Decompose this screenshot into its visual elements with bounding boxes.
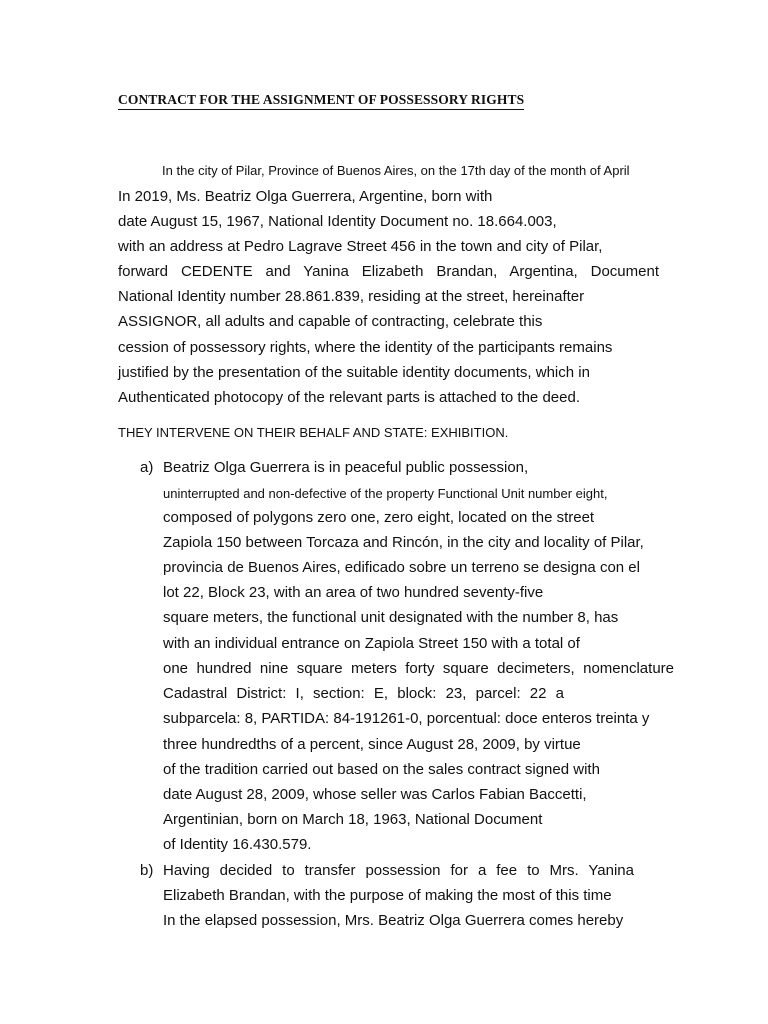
intro-line: forward CEDENTE and Yanina Elizabeth Brandan, Argentina, Document	[118, 263, 659, 280]
intro-line: In the city of Pilar, Province of Buenos Aires, on the 17th day of the month of April	[162, 163, 630, 178]
item-a-line: subparcela: 8, PARTIDA: 84-191261-0, porcentual: doce enteros treinta y	[163, 710, 650, 727]
intro-line: cession of possessory rights, where the identity of the participants remains	[118, 339, 613, 356]
item-a-line: composed of polygons zero one, zero eight, located on the street	[163, 509, 595, 526]
intro-line: with an address at Pedro Lagrave Street 456 in the town and city of Pilar,	[118, 238, 603, 255]
item-a-line: provincia de Buenos Aires, edificado sobre un terreno se designa con el	[163, 559, 640, 576]
list-marker-a: a)	[140, 459, 154, 476]
intro-line: National Identity number 28.861.839, residing at the street, hereinafter	[118, 288, 585, 305]
intro-line: justified by the presentation of the suitable identity documents, which in	[118, 364, 590, 381]
item-a-line: Cadastral District: I, section: E, block: 23, parcel: 22 a	[163, 685, 564, 702]
item-a-line: Zapiola 150 between Torcaza and Rincón, in the city and locality of Pilar,	[163, 534, 644, 551]
item-a-line: of Identity 16.430.579.	[163, 836, 312, 853]
document-title: CONTRACT FOR THE ASSIGNMENT OF POSSESSORY RIGHTS	[118, 92, 524, 110]
item-a-line: of the tradition carried out based on the sales contract signed with	[163, 761, 600, 778]
item-b-line: Having decided to transfer possession for a fee to Mrs. Yanina	[163, 862, 634, 879]
item-a-line: with an individual entrance on Zapiola Street 150 with a total of	[163, 635, 580, 652]
intro-line: Authenticated photocopy of the relevant parts is attached to the deed.	[118, 389, 580, 406]
item-a-line: three hundredths of a percent, since August 28, 2009, by virtue	[163, 736, 581, 753]
intro-line: ASSIGNOR, all adults and capable of contracting, celebrate this	[118, 313, 543, 330]
section-heading: THEY INTERVENE ON THEIR BEHALF AND STATE: EXHIBITION.	[118, 425, 509, 440]
item-a-line: Beatriz Olga Guerrera is in peaceful public possession,	[163, 459, 529, 476]
item-a-line: square meters, the functional unit designated with the number 8, has	[163, 609, 619, 626]
intro-line: In 2019, Ms. Beatriz Olga Guerrera, Argentine, born with	[118, 188, 493, 205]
item-b-line: Elizabeth Brandan, with the purpose of making the most of this time	[163, 887, 612, 904]
item-a-line: date August 28, 2009, whose seller was Carlos Fabian Baccetti,	[163, 786, 587, 803]
intro-line: date August 15, 1967, National Identity Document no. 18.664.003,	[118, 213, 557, 230]
item-b-line: In the elapsed possession, Mrs. Beatriz Olga Guerrera comes hereby	[163, 912, 624, 929]
item-a-line: uninterrupted and non-defective of the property Functional Unit number eight,	[163, 486, 608, 501]
item-a-line: lot 22, Block 23, with an area of two hundred seventy-five	[163, 584, 544, 601]
item-a-line: one hundred nine square meters forty square decimeters, nomenclature	[163, 660, 674, 677]
item-a-line: Argentinian, born on March 18, 1963, National Document	[163, 811, 543, 828]
list-marker-b: b)	[140, 862, 154, 879]
